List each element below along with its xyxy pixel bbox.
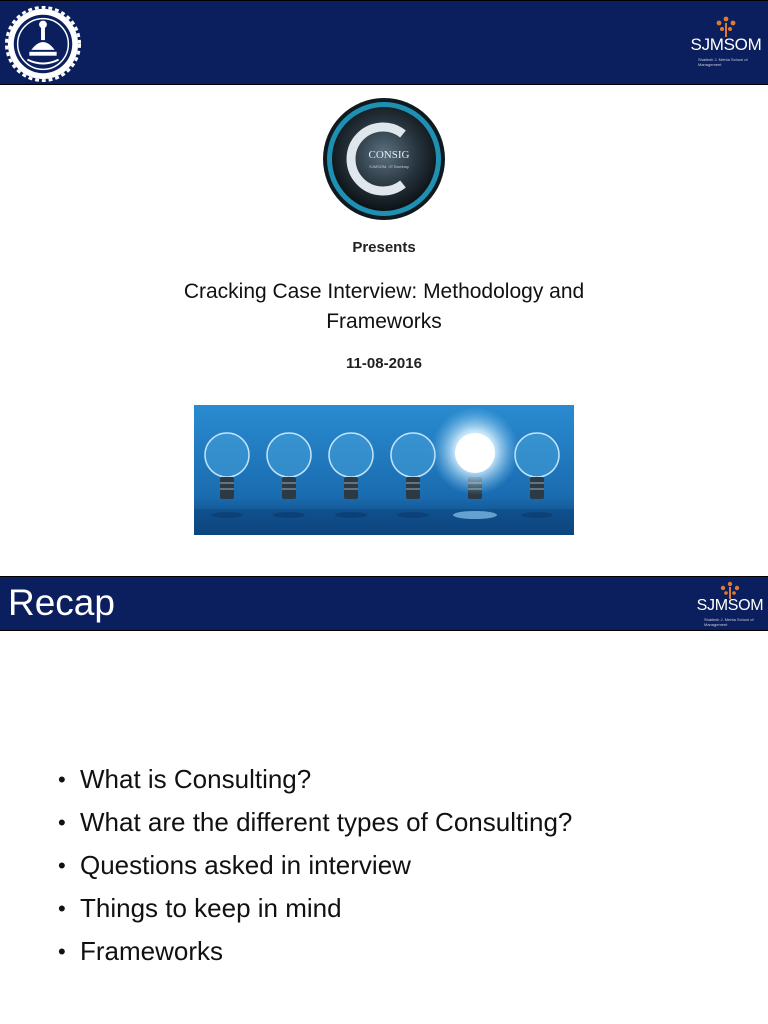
consig-logo-icon (321, 96, 447, 222)
list-item-text: What are the different types of Consulting? (80, 807, 573, 837)
list-item-text: Questions asked in interview (80, 850, 411, 880)
consig-logo-subtext: SJMSOM, IIT Bombay (369, 164, 409, 169)
list-item (58, 887, 572, 930)
recap-bullet-list (58, 758, 572, 973)
bullet-icon: • (58, 767, 66, 792)
bullet-icon: • (58, 939, 66, 964)
presentation-date: 11-08-2016 (346, 355, 422, 372)
sjmsom-logo-subtext: Shailesh J. Mehta School of Management (704, 617, 754, 627)
sjmsom-logo (696, 581, 764, 629)
list-item (58, 844, 572, 887)
presents-label: Presents (352, 239, 416, 256)
recap-title: Recap (8, 582, 115, 623)
list-item (58, 801, 572, 844)
consig-logo-text: CONSIG (368, 149, 410, 161)
list-item (58, 930, 572, 973)
presentation-title: Cracking Case Interview: Methodology and Frameworks (183, 280, 585, 333)
bullet-icon: • (58, 896, 66, 921)
recap-slide-banner (0, 576, 768, 631)
title-slide-banner (0, 0, 768, 85)
sjmsom-logo-text: SJMSOM (696, 597, 764, 614)
light-bulbs-icon (194, 405, 574, 535)
list-item-text: What is Consulting? (80, 764, 312, 794)
list-item-text: Frameworks (80, 936, 224, 966)
sjmsom-logo (690, 15, 762, 73)
list-item (58, 758, 572, 801)
iit-bombay-emblem-icon (4, 5, 82, 83)
sjmsom-logo-text: SJMSOM (690, 35, 762, 54)
list-item-text: Things to keep in mind (80, 893, 342, 923)
bullet-icon: • (58, 853, 66, 878)
sjmsom-logo-subtext: Shailesh J. Mehta School of Management (698, 57, 748, 67)
bullet-icon: • (58, 810, 66, 835)
